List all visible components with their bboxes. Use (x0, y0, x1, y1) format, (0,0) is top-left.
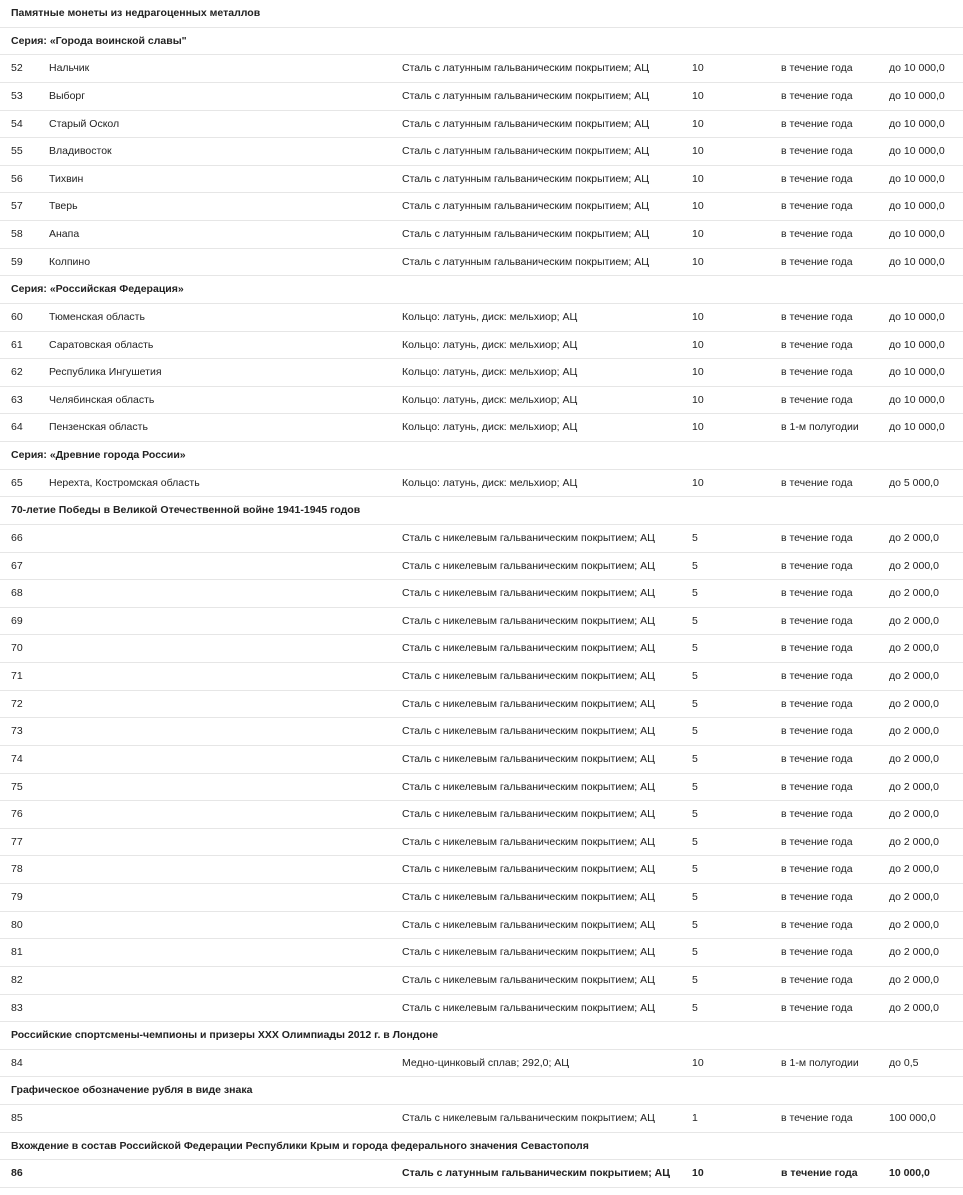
table-row (0, 193, 963, 221)
cell-material: Сталь с никелевым гальваническим покрытием; АЦ (402, 559, 655, 572)
cell-material: Сталь с латунным гальваническим покрытием; АЦ (402, 255, 649, 268)
table-row (0, 608, 963, 636)
cell-quantity: до 2 000,0 (889, 891, 939, 903)
cell-quantity: до 10 000,0 (889, 421, 945, 434)
cell-nominal: 5 (692, 918, 698, 931)
cell-quantity: до 10 000,0 (889, 255, 945, 268)
cell-number: 72 (11, 697, 23, 710)
cell-number: 74 (11, 752, 23, 765)
cell-period: в течение года (781, 1167, 858, 1180)
cell-period: в течение года (781, 1112, 853, 1124)
cell-quantity: до 10 000,0 (889, 145, 945, 158)
table-row (0, 525, 963, 553)
cell-material: Сталь с латунным гальваническим покрытием; АЦ (402, 62, 649, 75)
table-row (0, 829, 963, 857)
cell-material: Сталь с никелевым гальваническим покрытием; АЦ (402, 642, 655, 655)
cell-material: Кольцо: латунь, диск: мельхиор; АЦ (402, 476, 578, 489)
cell-nominal: 5 (692, 1001, 698, 1014)
cell-number: 75 (11, 780, 23, 793)
cell-period: в течение года (781, 973, 853, 986)
cell-quantity: до 2 000,0 (889, 946, 939, 959)
table-row (0, 304, 963, 332)
cell-material: Сталь с никелевым гальваническим покрытием; АЦ (402, 835, 655, 848)
cell-nominal: 5 (692, 780, 698, 793)
cell-quantity: до 10 000,0 (889, 310, 945, 323)
cell-nominal: 10 (692, 62, 704, 75)
cell-number: 78 (11, 863, 23, 876)
cell-material: Сталь с латунным гальваническим покрытием; АЦ (402, 117, 649, 130)
cell-material: Сталь с никелевым гальваническим покрытием; АЦ (402, 725, 655, 738)
cell-number: 77 (11, 835, 23, 848)
cell-number: 55 (11, 145, 23, 158)
cell-number: 83 (11, 1001, 23, 1014)
section-title: Серия: «Российская Федерация» (11, 283, 184, 296)
cell-name: Выборг (49, 89, 86, 102)
table-row (0, 553, 963, 581)
cell-name: Владивосток (49, 145, 112, 158)
cell-material: Сталь с никелевым гальваническим покрытием; АЦ (402, 587, 655, 600)
cell-quantity: до 10 000,0 (889, 228, 945, 240)
cell-period: в течение года (781, 587, 853, 600)
cell-nominal: 10 (692, 476, 704, 489)
section-title: Серия: «Города воинской славы" (11, 34, 187, 47)
cell-number: 76 (11, 808, 23, 821)
cell-quantity: до 2 000,0 (889, 752, 939, 765)
cell-material: Сталь с латунным гальваническим покрытием; АЦ (402, 228, 649, 240)
cell-nominal: 10 (692, 366, 704, 379)
cell-material: Сталь с латунным гальваническим покрытием; АЦ (402, 145, 649, 158)
cell-period: в 1-м полугодии (781, 1056, 859, 1069)
cell-period: в течение года (781, 614, 853, 627)
table-row (0, 801, 963, 829)
cell-material: Сталь с латунным гальваническим покрытием; АЦ (402, 200, 649, 213)
cell-quantity: до 2 000,0 (889, 642, 939, 655)
cell-nominal: 10 (692, 1056, 704, 1069)
cell-number: 58 (11, 228, 23, 240)
cell-nominal: 5 (692, 642, 698, 655)
cell-quantity: до 2 000,0 (889, 725, 939, 738)
cell-period: в течение года (781, 531, 853, 544)
cell-material: Сталь с никелевым гальваническим покрытием; АЦ (402, 946, 655, 959)
cell-nominal: 5 (692, 808, 698, 821)
cell-quantity: 100 000,0 (889, 1112, 936, 1124)
cell-nominal: 5 (692, 752, 698, 765)
cell-period: в течение года (781, 752, 853, 765)
cell-material: Сталь с никелевым гальваническим покрытием; АЦ (402, 752, 655, 765)
cell-number: 73 (11, 725, 23, 738)
table-row (0, 746, 963, 774)
cell-number: 56 (11, 172, 23, 185)
cell-material: Кольцо: латунь, диск: мельхиор; АЦ (402, 421, 578, 434)
cell-period: в течение года (781, 476, 853, 489)
cell-period: в течение года (781, 62, 853, 75)
table-row (0, 967, 963, 995)
cell-period: в течение года (781, 697, 853, 710)
cell-period: в течение года (781, 918, 853, 931)
cell-material: Медно-цинковый сплав; 292,0; АЦ (402, 1056, 570, 1069)
cell-quantity: до 2 000,0 (889, 780, 939, 793)
cell-number: 57 (11, 200, 23, 213)
cell-material: Кольцо: латунь, диск: мельхиор; АЦ (402, 393, 578, 406)
cell-number: 66 (11, 531, 23, 544)
cell-quantity: до 2 000,0 (889, 863, 939, 876)
cell-material: Сталь с никелевым гальваническим покрытием; АЦ (402, 808, 655, 821)
table-row (0, 856, 963, 884)
table-row (0, 249, 963, 277)
cell-number: 67 (11, 559, 23, 572)
table-row (0, 939, 963, 967)
cell-period: в течение года (781, 863, 853, 876)
cell-nominal: 5 (692, 835, 698, 848)
cell-quantity: до 2 000,0 (889, 835, 939, 848)
cell-nominal: 10 (692, 393, 704, 406)
cell-nominal: 5 (692, 670, 698, 682)
cell-nominal: 10 (692, 255, 704, 268)
cell-number: 53 (11, 89, 23, 102)
table-row (0, 387, 963, 415)
cell-nominal: 1 (692, 1112, 698, 1124)
cell-material: Сталь с латунным гальваническим покрытием; АЦ (402, 89, 649, 102)
table-title-text: Памятные монеты из недрагоценных металлов (11, 7, 261, 19)
table-row (0, 580, 963, 608)
cell-name: Нерехта, Костромская область (49, 476, 200, 489)
cell-period: в течение года (781, 255, 853, 268)
cell-nominal: 5 (692, 863, 698, 876)
cell-nominal: 5 (692, 725, 698, 738)
table-row (0, 1160, 963, 1188)
cell-material: Сталь с никелевым гальваническим покрытием; АЦ (402, 614, 655, 627)
cell-material: Сталь с никелевым гальваническим покрытием; АЦ (402, 697, 655, 710)
cell-quantity: до 10 000,0 (889, 366, 945, 379)
table-row (0, 884, 963, 912)
table-row (0, 1105, 963, 1133)
table-row (0, 83, 963, 111)
cell-name: Тверь (49, 200, 78, 213)
cell-quantity: до 10 000,0 (889, 393, 945, 406)
cell-number: 59 (11, 255, 23, 268)
cell-material: Сталь с латунным гальваническим покрытием; АЦ (402, 1167, 670, 1180)
cell-number: 62 (11, 366, 23, 379)
table-row (0, 912, 963, 940)
cell-material: Сталь с никелевым гальваническим покрытием; АЦ (402, 670, 655, 682)
cell-quantity: до 2 000,0 (889, 587, 939, 600)
cell-quantity: до 5 000,0 (889, 476, 939, 489)
cell-number: 63 (11, 393, 23, 406)
cell-number: 80 (11, 918, 23, 931)
cell-period: в течение года (781, 393, 853, 406)
cell-number: 81 (11, 946, 23, 959)
cell-number: 70 (11, 642, 23, 655)
cell-nominal: 5 (692, 946, 698, 959)
cell-name: Республика Ингушетия (49, 366, 162, 379)
cell-period: в течение года (781, 172, 853, 185)
cell-name: Саратовская область (49, 338, 154, 351)
cell-nominal: 5 (692, 559, 698, 572)
cell-number: 85 (11, 1112, 23, 1124)
cell-period: в 1-м полугодии (781, 421, 859, 434)
cell-number: 60 (11, 310, 23, 323)
table-row (0, 55, 963, 83)
cell-nominal: 10 (692, 117, 704, 130)
cell-number: 79 (11, 891, 23, 903)
cell-number: 82 (11, 973, 23, 986)
cell-material: Сталь с латунным гальваническим покрытием; АЦ (402, 172, 649, 185)
cell-material: Кольцо: латунь, диск: мельхиор; АЦ (402, 366, 578, 379)
cell-quantity: до 2 000,0 (889, 973, 939, 986)
cell-number: 69 (11, 614, 23, 627)
table-row (0, 221, 963, 249)
cell-quantity: до 2 000,0 (889, 559, 939, 572)
cell-period: в течение года (781, 642, 853, 655)
cell-nominal: 5 (692, 891, 698, 903)
cell-material: Сталь с никелевым гальваническим покрытием; АЦ (402, 918, 655, 931)
cell-number: 84 (11, 1056, 23, 1069)
cell-period: в течение года (781, 946, 853, 959)
cell-quantity: до 2 000,0 (889, 697, 939, 710)
cell-period: в течение года (781, 228, 853, 240)
cell-number: 61 (11, 338, 23, 351)
section-header (0, 442, 963, 470)
cell-number: 54 (11, 117, 23, 130)
cell-name: Пензенская область (49, 421, 148, 434)
cell-quantity: до 10 000,0 (889, 200, 945, 213)
table-row (0, 995, 963, 1023)
cell-number: 86 (11, 1167, 23, 1180)
cell-name: Нальчик (49, 62, 90, 75)
cell-period: в течение года (781, 780, 853, 793)
cell-period: в течение года (781, 725, 853, 738)
section-header (0, 1077, 963, 1105)
cell-quantity: до 2 000,0 (889, 918, 939, 931)
cell-number: 68 (11, 587, 23, 600)
cell-quantity: до 2 000,0 (889, 1001, 939, 1014)
cell-material: Сталь с никелевым гальваническим покрытием; АЦ (402, 531, 655, 544)
cell-quantity: до 10 000,0 (889, 89, 945, 102)
cell-period: в течение года (781, 835, 853, 848)
cell-material: Кольцо: латунь, диск: мельхиор; АЦ (402, 310, 578, 323)
cell-material: Сталь с никелевым гальваническим покрытием; АЦ (402, 1112, 655, 1124)
table-row (0, 138, 963, 166)
cell-period: в течение года (781, 891, 853, 903)
section-title: Графическое обозначение рубля в виде знака (11, 1084, 253, 1097)
cell-material: Сталь с никелевым гальваническим покрытием; АЦ (402, 780, 655, 793)
cell-name: Челябинская область (49, 393, 155, 406)
table-body (0, 28, 963, 1188)
cell-nominal: 10 (692, 1167, 704, 1180)
cell-nominal: 10 (692, 89, 704, 102)
table-row (0, 414, 963, 442)
cell-material: Сталь с никелевым гальваническим покрытием; АЦ (402, 863, 655, 876)
cell-quantity: до 2 000,0 (889, 531, 939, 544)
cell-period: в течение года (781, 1001, 853, 1014)
cell-period: в течение года (781, 200, 853, 213)
cell-nominal: 10 (692, 200, 704, 213)
table-row (0, 166, 963, 194)
cell-period: в течение года (781, 145, 853, 158)
section-header (0, 497, 963, 525)
cell-quantity: 10 000,0 (889, 1167, 930, 1180)
cell-nominal: 10 (692, 172, 704, 185)
cell-number: 71 (11, 670, 23, 682)
cell-quantity: до 10 000,0 (889, 172, 945, 185)
cell-quantity: до 2 000,0 (889, 670, 939, 682)
section-title: Серия: «Древние города России» (11, 449, 186, 461)
table-title (0, 0, 963, 28)
section-title: Российские спортсмены-чемпионы и призеры XXX Олимпиады 2012 г. в Лондоне (11, 1029, 439, 1042)
section-header (0, 276, 963, 304)
cell-quantity: до 10 000,0 (889, 117, 945, 130)
cell-nominal: 5 (692, 587, 698, 600)
cell-material: Сталь с никелевым гальваническим покрытием; АЦ (402, 973, 655, 986)
cell-quantity: до 10 000,0 (889, 62, 945, 75)
table-row (0, 718, 963, 746)
cell-nominal: 10 (692, 310, 704, 323)
cell-period: в течение года (781, 808, 853, 821)
section-title: 70-летие Победы в Великой Отечественной войне 1941-1945 годов (11, 504, 361, 517)
cell-material: Сталь с никелевым гальваническим покрытием; АЦ (402, 1001, 655, 1014)
cell-name: Тюменская область (49, 310, 145, 323)
cell-nominal: 5 (692, 614, 698, 627)
section-header (0, 28, 963, 56)
cell-quantity: до 0,5 (889, 1056, 919, 1069)
table-row (0, 691, 963, 719)
cell-name: Старый Оскол (49, 117, 120, 130)
cell-material: Сталь с никелевым гальваническим покрытием; АЦ (402, 891, 655, 903)
cell-name: Колпино (49, 255, 91, 268)
table-row (0, 470, 963, 498)
table-row (0, 359, 963, 387)
cell-name: Анапа (49, 228, 80, 240)
section-title: Вхождение в состав Российской Федерации Республики Крым и города федерального значения Севастополя (11, 1139, 589, 1152)
cell-period: в течение года (781, 310, 853, 323)
table-row (0, 332, 963, 360)
cell-period: в течение года (781, 89, 853, 102)
cell-number: 64 (11, 421, 23, 434)
cell-number: 65 (11, 476, 23, 489)
cell-period: в течение года (781, 117, 853, 130)
cell-period: в течение года (781, 338, 853, 351)
cell-nominal: 10 (692, 228, 704, 240)
cell-nominal: 10 (692, 338, 704, 351)
cell-name: Тихвин (49, 172, 84, 185)
table-row (0, 635, 963, 663)
cell-material: Кольцо: латунь, диск: мельхиор; АЦ (402, 338, 578, 351)
cell-quantity: до 2 000,0 (889, 808, 939, 821)
cell-nominal: 5 (692, 531, 698, 544)
cell-quantity: до 10 000,0 (889, 338, 945, 351)
cell-quantity: до 2 000,0 (889, 614, 939, 627)
cell-number: 52 (11, 62, 23, 75)
section-header (0, 1133, 963, 1161)
table-row (0, 111, 963, 139)
table-row (0, 663, 963, 691)
cell-period: в течение года (781, 366, 853, 379)
cell-period: в течение года (781, 670, 853, 682)
cell-nominal: 5 (692, 973, 698, 986)
section-header (0, 1022, 963, 1050)
cell-nominal: 5 (692, 697, 698, 710)
cell-period: в течение года (781, 559, 853, 572)
cell-nominal: 10 (692, 145, 704, 158)
cell-nominal: 10 (692, 421, 704, 434)
table-row (0, 774, 963, 802)
table-row (0, 1050, 963, 1078)
